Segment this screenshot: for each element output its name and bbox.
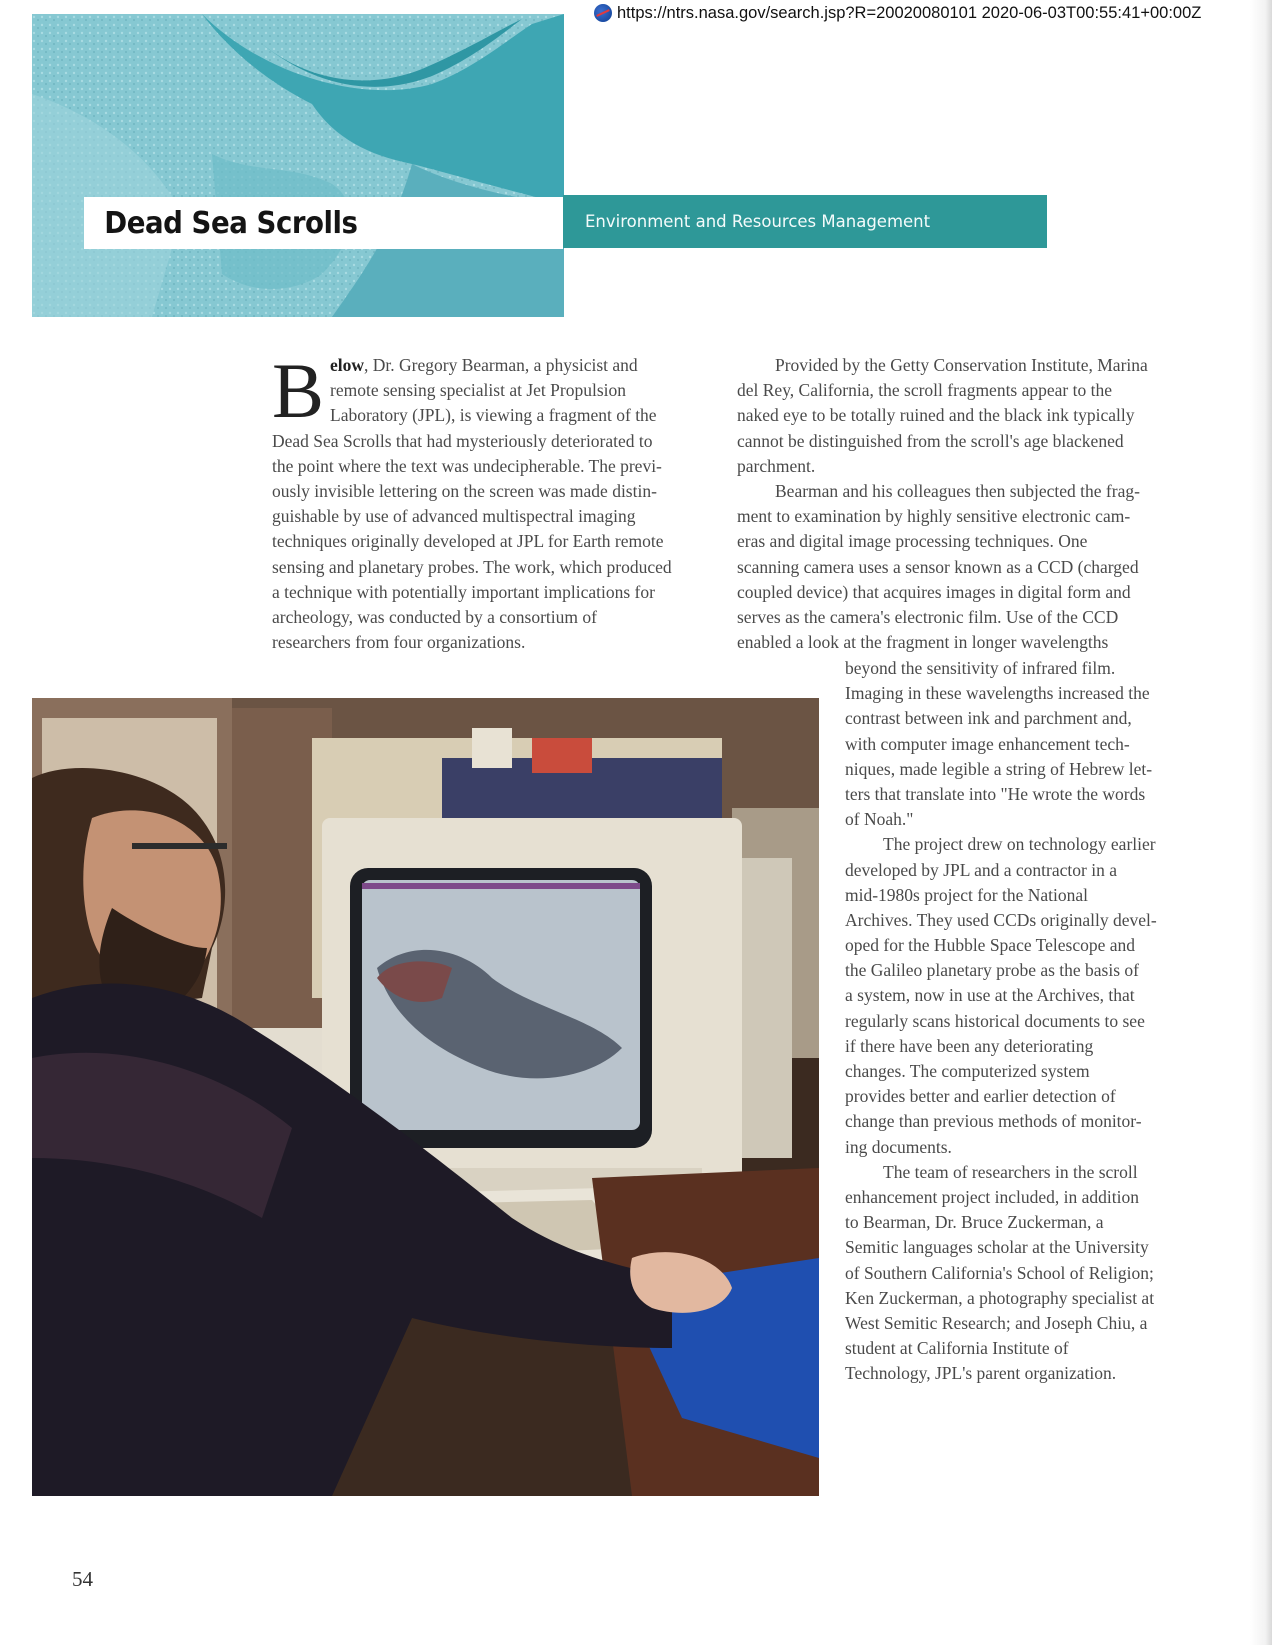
- text-line: oped for the Hubble Space Telescope and: [845, 935, 1136, 956]
- source-url-stamp: [594, 2, 1201, 24]
- text-line: West Semitic Research; and Joseph Chiu, a: [845, 1312, 1148, 1333]
- text-line: cannot be distinguished from the scroll's age blackened: [737, 430, 1124, 451]
- text-line: coupled device) that acquires images in digital form and: [737, 581, 1131, 602]
- text-line: serves as the camera's electronic film. Use of the CCD: [737, 606, 1119, 627]
- text-line: eras and digital image processing techniques. One: [737, 531, 1088, 552]
- text-line: Laboratory (JPL), is viewing a fragment of the: [330, 405, 657, 426]
- text-line: change than previous methods of monitor-: [845, 1111, 1142, 1132]
- article-title: Dead Sea Scrolls: [104, 205, 358, 241]
- text-line: Provided by the Getty Conservation Institute, Marina: [775, 355, 1148, 375]
- text-line: Dead Sea Scrolls that had mysteriously deteriorated to: [272, 430, 653, 451]
- text-line: a technique with potentially important implications for: [272, 581, 655, 602]
- article-column-2: [737, 353, 1177, 655]
- text-line: niques, made legible a string of Hebrew let-: [845, 758, 1153, 779]
- text-line: parchment.: [737, 455, 816, 476]
- page-number: 54: [72, 1567, 93, 1591]
- text-line: regularly scans historical documents to see: [845, 1010, 1145, 1031]
- article-column-1: [272, 347, 712, 655]
- text-line: Bearman and his colleagues then subjected the frag-: [775, 480, 1140, 501]
- text-line: the Galileo planetary probe as the basis of: [845, 960, 1139, 981]
- text-line: del Rey, California, the scroll fragments appear to the: [737, 380, 1112, 401]
- text-line: developed by JPL and a contractor in a: [845, 859, 1117, 880]
- source-url-text: https://ntrs.nasa.gov/search.jsp?R=20020080101 2020-06-03T00:55:41+00:00Z: [617, 3, 1202, 22]
- text-line: scanning camera uses a sensor known as a CCD (charged: [737, 556, 1139, 577]
- text-line: Semitic languages scholar at the University: [845, 1237, 1149, 1258]
- text-line: Technology, JPL's parent organization.: [845, 1363, 1117, 1384]
- text-line: researchers from four organizations.: [272, 632, 526, 653]
- text-line: ment to examination by highly sensitive electronic cam-: [737, 506, 1131, 527]
- text-line: changes. The computerized system: [845, 1061, 1090, 1081]
- text-line: of Southern California's School of Religion;: [845, 1262, 1154, 1283]
- article-column-3: [845, 656, 1175, 1386]
- lead-word: elow: [330, 355, 365, 375]
- text-line: if there have been any deteriorating: [845, 1035, 1094, 1056]
- text-line: The project drew on technology earlier: [883, 834, 1156, 855]
- nasa-logo-icon: [594, 4, 612, 22]
- text-line: student at California Institute of: [845, 1338, 1069, 1359]
- text-line: elow, Dr. Gregory Bearman, a physicist and: [330, 355, 638, 375]
- text-line: ters that translate into "He wrote the words: [845, 783, 1146, 804]
- text-line: beyond the sensitivity of infrared film.: [845, 658, 1116, 678]
- scientist-at-monitor-photo: [32, 698, 819, 1496]
- text-line: Ken Zuckerman, a photography specialist at: [845, 1287, 1155, 1308]
- text-line: techniques originally developed at JPL for Earth remote: [272, 531, 664, 552]
- text-line: mid-1980s project for the National: [845, 884, 1088, 905]
- text-line: Archives. They used CCDs originally devel-: [845, 909, 1157, 930]
- category-label: Environment and Resources Management: [585, 212, 931, 231]
- text-line: archeology, was conducted by a consortium of: [272, 606, 597, 627]
- text-line: to Bearman, Dr. Bruce Zuckerman, a: [845, 1212, 1104, 1233]
- text-line: enabled a look at the fragment in longer wavelengths: [737, 632, 1109, 653]
- text-line: a system, now in use at the Archives, that: [845, 985, 1135, 1006]
- text-line: guishable by use of advanced multispectral imaging: [272, 506, 636, 527]
- text-line: with computer image enhancement tech-: [845, 733, 1130, 754]
- text-line: The team of researchers in the scroll: [883, 1161, 1138, 1182]
- text-line: enhancement project included, in addition: [845, 1186, 1139, 1207]
- banner-satellite-image: [32, 14, 564, 317]
- page-edge-shadow: [1250, 0, 1272, 1645]
- text-line: provides better and earlier detection of: [845, 1086, 1116, 1107]
- text-line: the point where the text was undecipherable. The previ-: [272, 455, 662, 476]
- text-line: sensing and planetary probes. The work, which produced: [272, 556, 672, 577]
- text-line: remote sensing specialist at Jet Propulsion: [330, 380, 626, 401]
- text-line: of Noah.": [845, 809, 914, 830]
- text-line: naked eye to be totally ruined and the black ink typically: [737, 405, 1135, 426]
- text-line: Imaging in these wavelengths increased the: [845, 683, 1150, 704]
- category-banner: [563, 195, 1047, 248]
- text-line: ously invisible lettering on the screen was made distin-: [272, 480, 657, 501]
- drop-cap: B: [272, 347, 325, 434]
- article-title-box: [84, 197, 563, 249]
- text-line: contrast between ink and parchment and,: [845, 708, 1132, 729]
- text-line: ing documents.: [845, 1136, 952, 1157]
